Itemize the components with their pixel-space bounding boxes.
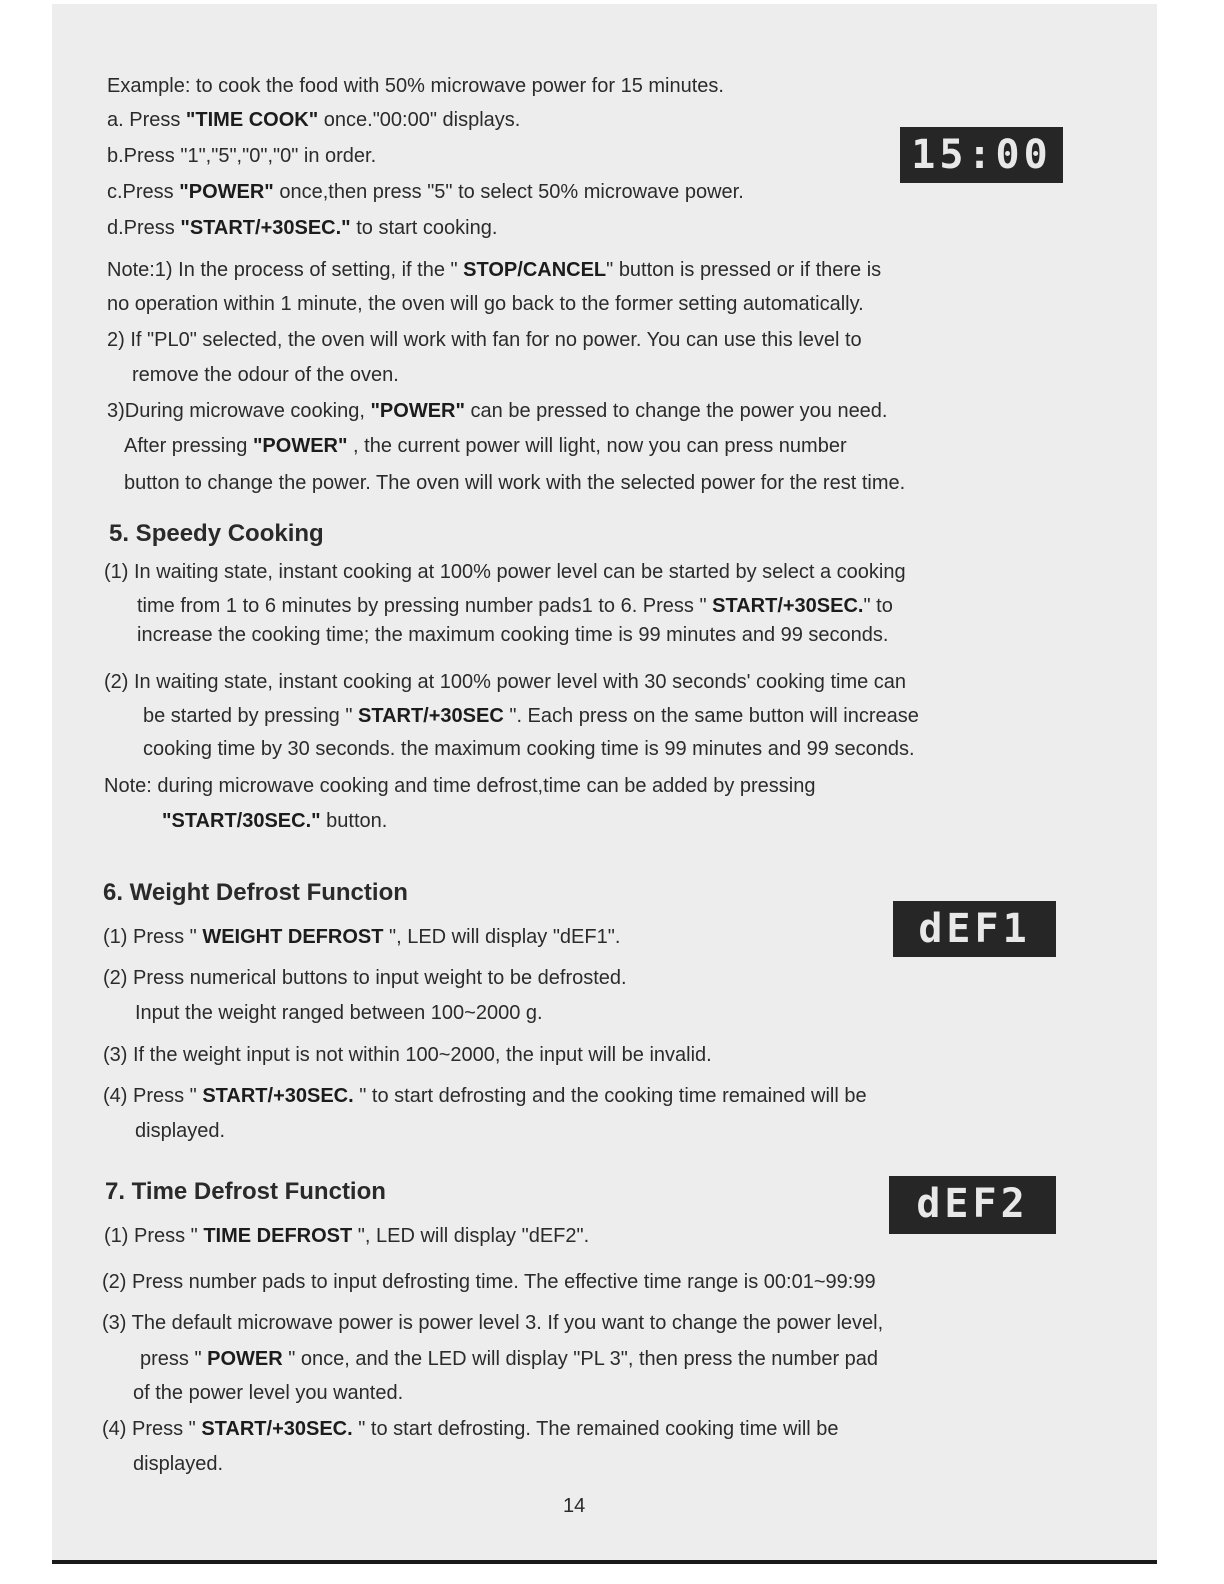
step-b: b.Press "1","5","0","0" in order. — [107, 145, 377, 167]
time-4a: (4) Press " START/+30SEC. " to start defrosting. The remained cooking time will be — [102, 1418, 839, 1440]
note-2b: remove the odour of the oven. — [132, 364, 399, 386]
step-c: c.Press "POWER" once,then press "5" to select 50% microwave power. — [107, 181, 744, 203]
time-3b: press " POWER " once, and the LED will display "PL 3", then press the number pad — [140, 1348, 879, 1370]
speedy-2c: cooking time by 30 seconds. the maximum cooking time is 99 minutes and 99 seconds. — [143, 738, 915, 760]
speedy-1a: (1) In waiting state, instant cooking at 100% power level can be started by select a cooking — [104, 561, 906, 583]
weight-3: (3) If the weight input is not within 100~2000, the input will be invalid. — [103, 1044, 712, 1066]
weight-2b: Input the weight ranged between 100~2000 g. — [135, 1002, 543, 1024]
step-a: a. Press "TIME COOK" once."00:00" displays. — [107, 109, 521, 131]
note-1b: no operation within 1 minute, the oven will go back to the former setting automatically. — [107, 293, 864, 315]
time-3a: (3) The default microwave power is power level 3. If you want to change the power level, — [102, 1312, 884, 1334]
weight-4a: (4) Press " START/+30SEC. " to start defrosting and the cooking time remained will be — [103, 1085, 867, 1107]
note-1a: Note:1) In the process of setting, if the " STOP/CANCEL" button is pressed or if there is — [107, 259, 882, 281]
time-4b: displayed. — [133, 1453, 224, 1475]
led-display-def2: dEF2 — [889, 1176, 1056, 1234]
note-3b: After pressing "POWER" , the current power will light, now you can press number — [124, 435, 847, 457]
weight-4b: displayed. — [135, 1120, 226, 1142]
time-3c: of the power level you wanted. — [133, 1382, 404, 1404]
speedy-1c: increase the cooking time; the maximum cooking time is 99 minutes and 99 seconds. — [137, 624, 889, 646]
speedy-note-a: Note: during microwave cooking and time defrost,time can be added by pressing — [104, 775, 816, 797]
note-3a: 3)During microwave cooking, "POWER" can be pressed to change the power you need. — [107, 400, 888, 422]
speedy-1b: time from 1 to 6 minutes by pressing number pads1 to 6. Press " START/+30SEC." to — [137, 595, 893, 617]
example-intro: Example: to cook the food with 50% microwave power for 15 minutes. — [107, 75, 724, 97]
heading-speedy-cooking: 5. Speedy Cooking — [109, 520, 324, 547]
weight-1: (1) Press " WEIGHT DEFROST ", LED will display "dEF1". — [103, 926, 621, 948]
note-3c: button to change the power. The oven will work with the selected power for the rest time. — [124, 472, 906, 494]
page-number: 14 — [563, 1495, 586, 1517]
led-display-1500: 15:00 — [900, 127, 1063, 183]
step-d: d.Press "START/+30SEC." to start cooking. — [107, 217, 498, 239]
heading-weight-defrost: 6. Weight Defrost Function — [103, 879, 408, 906]
speedy-note-b: "START/30SEC." button. — [162, 810, 388, 832]
weight-2a: (2) Press numerical buttons to input weight to be defrosted. — [103, 967, 627, 989]
time-1: (1) Press " TIME DEFROST ", LED will display "dEF2". — [104, 1225, 590, 1247]
speedy-2a: (2) In waiting state, instant cooking at 100% power level with 30 seconds' cooking time can — [104, 671, 907, 693]
led-display-def1: dEF1 — [893, 901, 1056, 957]
time-2: (2) Press number pads to input defrosting time. The effective time range is 00:01~99:99 — [102, 1271, 876, 1293]
heading-time-defrost: 7. Time Defrost Function — [105, 1178, 386, 1205]
note-2a: 2) If "PL0" selected, the oven will work with fan for no power. You can use this level to — [107, 329, 862, 351]
speedy-2b: be started by pressing " START/+30SEC ". Each press on the same button will increase — [143, 705, 919, 727]
